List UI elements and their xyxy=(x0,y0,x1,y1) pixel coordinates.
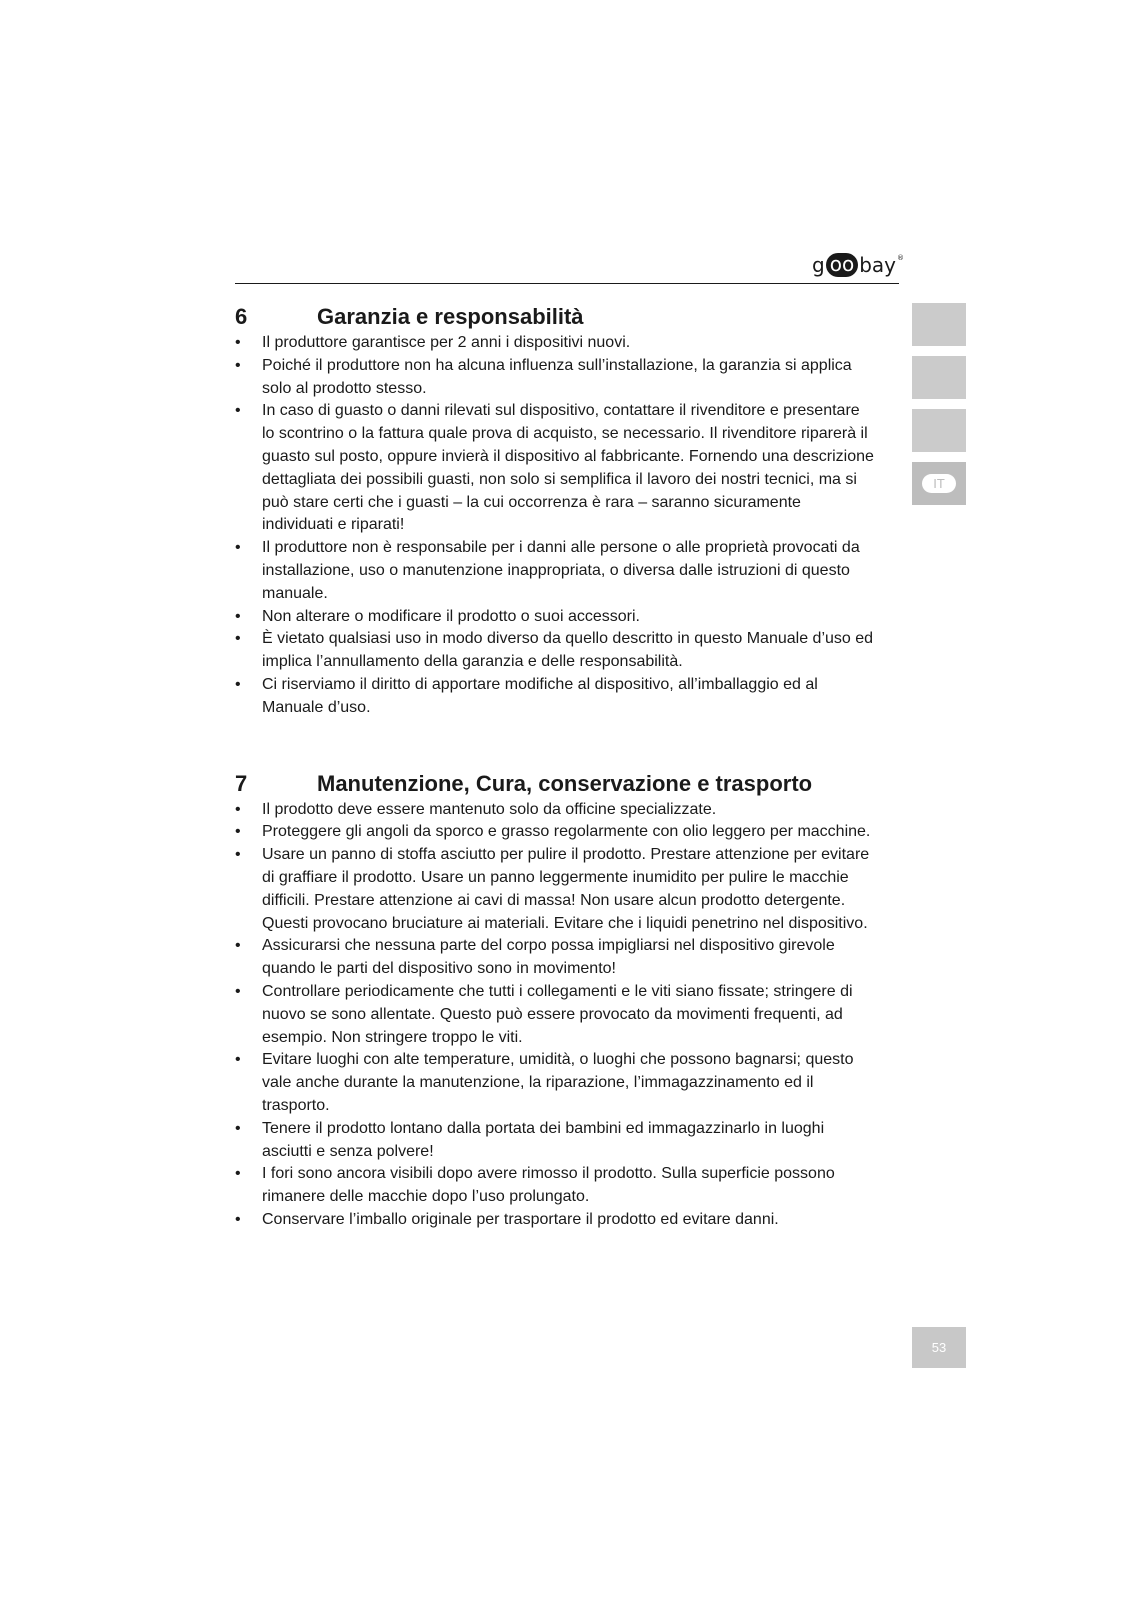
bullet-list xyxy=(235,799,875,1232)
language-tab-it xyxy=(912,462,966,505)
language-tab-blank-3 xyxy=(912,409,966,452)
list-item: • Non alterare o modificare il prodotto o suoi accessori. xyxy=(235,606,875,629)
language-tab-label: IT xyxy=(922,474,956,493)
list-item: • Conservare l’imballo originale per trasportare il prodotto ed evitare danni. xyxy=(235,1209,875,1232)
list-item: • Usare un panno di stoffa asciutto per pulire il prodotto. Prestare attenzione per evitare di graffiare il prodotto. Usare un panno leggermente inumidito per pulire le macchie difficili. Prestare attenzione ai cavi di massa! Non usare alcun prodotto detergente. Questi provocano bruciature ai materiali. Evitare che i liquidi penetrino nel dispositivo. xyxy=(235,844,875,935)
language-tab-blank-1 xyxy=(912,303,966,346)
page-number: 53 xyxy=(912,1327,966,1368)
list-item: • Il produttore garantisce per 2 anni i dispositivi nuovi. xyxy=(235,332,875,355)
list-item: • Evitare luoghi con alte temperature, umidità, o luoghi che possono bagnarsi; questo vale anche durante la manutenzione, la riparazione, l’immagazzinamento ed il trasporto. xyxy=(235,1049,875,1117)
list-item: • Ci riserviamo il diritto di apportare modifiche al dispositivo, all’imballaggio ed al Manuale d’uso. xyxy=(235,674,875,720)
language-tabs xyxy=(912,303,966,515)
section-heading xyxy=(235,302,875,332)
list-item: • Proteggere gli angoli da sporco e grasso regolarmente con olio leggero per macchine. xyxy=(235,821,875,844)
header-rule xyxy=(235,283,899,284)
list-item: • I fori sono ancora visibili dopo avere rimosso il prodotto. Sulla superficie possono rimanere delle macchie dopo l’uso prolungato. xyxy=(235,1163,875,1209)
section-warranty xyxy=(235,302,875,720)
registered-mark: ® xyxy=(896,254,904,262)
bullet-list xyxy=(235,332,875,720)
section-title: Manutenzione, Cura, conservazione e trasporto xyxy=(317,770,813,796)
section-number: 6 xyxy=(235,304,248,329)
section-maintenance xyxy=(235,769,875,1232)
section-heading xyxy=(235,769,875,799)
list-item: • In caso di guasto o danni rilevati sul dispositivo, contattare il rivenditore e presentare lo scontrino o la fattura quale prova di acquisto, se necessario. Il rivenditore riparerà il guasto sul posto, oppure invierà il dispositivo al fabbricante. Fornendo una descrizione dettagliata dei possibili guasti, non solo si semplifica il lavoro dei nostri tecnici, ma si può stare certi che i guasti – la cui occorrenza è rara – saranno sicuramente individuati e riparati! xyxy=(235,400,875,537)
list-item: • Controllare periodicamente che tutti i collegamenti e le viti siano fissate; stringere di nuovo se sono allentate. Questo può essere provocato da movimenti frequenti, ad esempio. Non stringere troppo le viti. xyxy=(235,981,875,1049)
list-item: • Il produttore non è responsabile per i danni alle persone o alle proprietà provocati da installazione, uso o manutenzione inappropriata, o diversa dalle istruzioni di questo manuale. xyxy=(235,537,875,605)
list-item: • Assicurarsi che nessuna parte del corpo possa impigliarsi nel dispositivo girevole quando le parti del dispositivo sono in movimento! xyxy=(235,935,875,981)
logo-text-bay: bay xyxy=(859,253,896,277)
language-tab-blank-2 xyxy=(912,356,966,399)
main-content xyxy=(235,302,875,1232)
section-number: 7 xyxy=(235,770,248,796)
logo-text-g: g xyxy=(812,253,825,277)
logo-text-oo: oo xyxy=(826,253,858,277)
list-item: • Poiché il produttore non ha alcuna influenza sull’installazione, la garanzia si applica solo al prodotto stesso. xyxy=(235,355,875,401)
goobay-logo xyxy=(812,250,904,280)
list-item: • Tenere il prodotto lontano dalla portata dei bambini ed immagazzinarlo in luoghi asciutti e senza polvere! xyxy=(235,1118,875,1164)
list-item: • Il prodotto deve essere mantenuto solo da officine specializzate. xyxy=(235,799,875,822)
section-title: Garanzia e responsabilità xyxy=(317,304,584,329)
list-item: • È vietato qualsiasi uso in modo diverso da quello descritto in questo Manuale d’uso ed implica l’annullamento della garanzia e delle responsabilità. xyxy=(235,628,875,674)
